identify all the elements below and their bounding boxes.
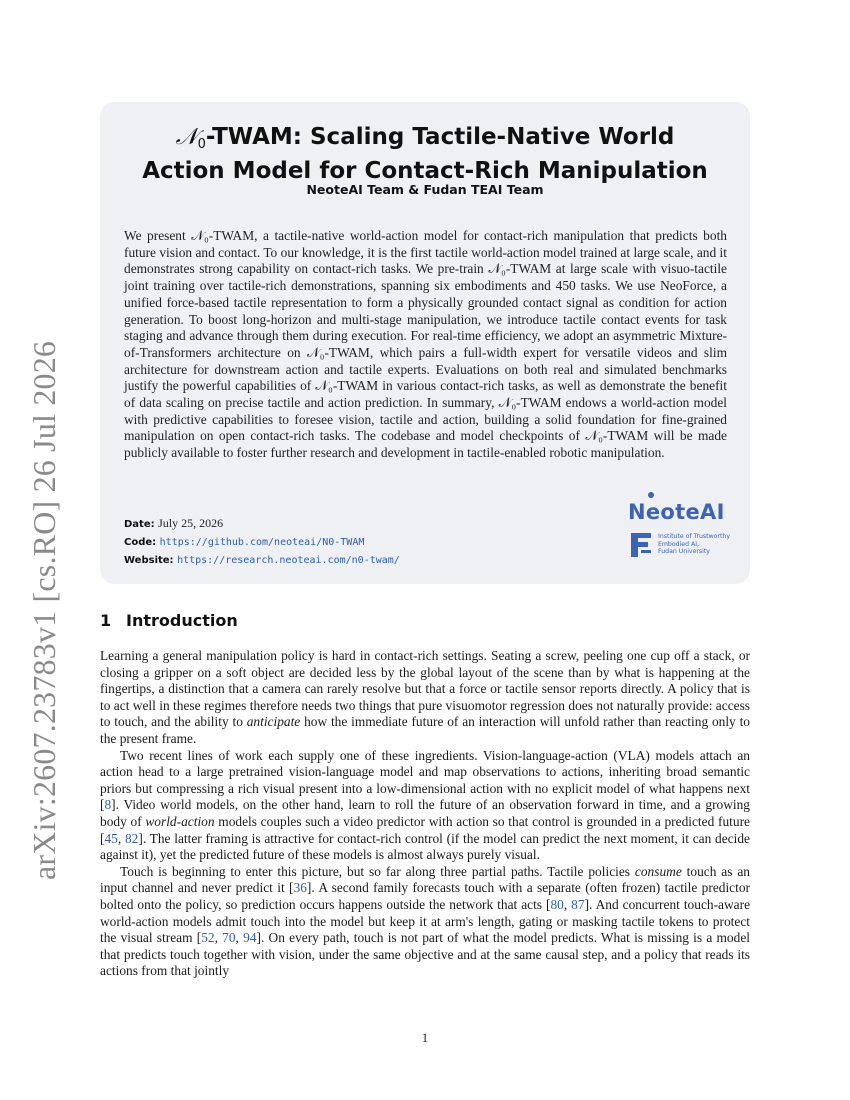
neoteai-logo: NeoteAI	[628, 500, 725, 524]
arxiv-identifier: arXiv:2607.23783v1 [cs.RO] 26 Jul 2026	[26, 340, 62, 880]
text-run: Touch is beginning to enter this picture, but so far along three partial paths. Tactile policies	[120, 863, 635, 879]
text-run: Two recent lines of work each supply one of these ingredients. Vision-language-action (VLA) models attach an action head to a large pretrained vision-language model and map observations to actions, inheriting broad semantic priors but compressing a rich visual present into a low-dimensional action with no explicit model of what happens next [	[100, 747, 750, 813]
citation-link[interactable]: 82	[124, 830, 139, 846]
fudan-institute-name: Institute of Trustworthy Embodied AI, Fudan University	[658, 533, 730, 556]
citation-link[interactable]: 8	[104, 797, 112, 813]
website-row	[124, 551, 400, 569]
paragraph: Touch is beginning to enter this picture, but so far along three partial paths. Tactile policies consume touch as an input channel and never predict it [36]. A second family forecasts touch with a separate (often frozen) tactile predictor bolted onto the policy, so prediction occurs happens outside the network that acts [80, 87]. And concurrent touch-aware world-action models admit touch into the model but keep it at arm's length, gating or masking tactile tokens to protect the visual stream [52, 70, 94]. On every path, touch is not part of what the model predicts. What is missing is a model that predicts touch together with vision, under the same objective and at the same causal step, and a policy that reads its actions from that jointly	[100, 863, 751, 979]
section-heading	[100, 611, 238, 630]
date-value: July 25, 2026	[158, 516, 224, 530]
text-run: touch as an input channel and never predict it [	[100, 863, 750, 896]
title-line-1-text: -TWAM: Scaling Tactile-Native World	[205, 124, 675, 150]
page-number: 1	[421, 1030, 429, 1045]
citation-link[interactable]: 80	[550, 896, 564, 912]
date-label: Date:	[124, 519, 155, 530]
title-line-1	[100, 124, 750, 158]
website-link[interactable]: https://research.neoteai.com/n0-twam/	[177, 555, 400, 566]
text-run: ]. On every path, touch is not part of what the model predicts. What is missing is a model that predicts touch together with vision, under the same objective and at the same causal step, and a policy that reads its actions from that jointly	[100, 930, 750, 979]
introduction-body	[100, 648, 750, 980]
paragraph: Two recent lines of work each supply one of these ingredients. Vision-language-action (VLA) models attach an action head to a large pretrained vision-language model and map observations to actions, inheriting broad semantic priors but compressing a rich visual present into a low-dimensional action with no explicit model of what happens next [8]. Video world models, on the other hand, learn to roll the future of an observation forward in time, and a growing body of world-action models couples such a video predictor with action so that control is grounded in a predicted future [45, 82]. The latter framing is attractive for contact-rich control (if the model can predict the next moment, it can decide against it), yet the predicted future of these models is almost always purely visual.	[100, 747, 750, 863]
citation-link[interactable]: 52	[201, 930, 215, 946]
citation-link[interactable]: 94	[243, 930, 257, 946]
paper-metadata	[124, 515, 400, 569]
citation-link[interactable]: 87	[571, 896, 585, 912]
citation-link[interactable]: 36	[293, 880, 307, 896]
text-run: how the immediate future of an interaction will unfold rather than reacting only to the present frame.	[100, 714, 750, 746]
section-title: Introduction	[126, 611, 238, 630]
emphasis: consume	[634, 863, 682, 879]
date-row	[124, 515, 400, 533]
emphasis: anticipate	[246, 714, 301, 730]
title-line-2: Action Model for Contact-Rich Manipulation	[142, 158, 708, 184]
text-run: models couples such a video predictor with action so that control is grounded in a predicted future [	[100, 813, 750, 846]
title-math-symbol: 𝒩	[175, 124, 198, 150]
affiliation-logos	[628, 498, 738, 568]
paper-title	[100, 124, 750, 185]
section-number: 1	[100, 611, 112, 630]
website-label: Website:	[124, 555, 174, 566]
title-abstract-panel	[100, 102, 750, 584]
citation-link[interactable]: 70	[222, 930, 236, 946]
text-run: ]. Video world models, on the other hand, learn to roll the future of an observation forward in time, and a growing body of	[100, 797, 750, 829]
code-row	[124, 533, 400, 551]
neoteai-logo-mark	[648, 492, 654, 498]
text-run: ]. And concurrent touch-aware world-action models admit touch into the model but keep it at arm's length, gating or masking tactile tokens to protect the visual stream [	[100, 896, 751, 946]
abstract-text: We present 𝒩₀-TWAM, a tactile-native world-action model for contact-rich manipulation that predicts both future vision and contact. To our knowledge, it is the first tactile world-action model trained at large scale, and it demonstrates strong capability on contact-rich tasks. We pre-train 𝒩₀-TWAM at large scale with visuo-tactile joint training over tactile-rich demonstrations, spanning six embodiments and 450 tasks. We use NeoForce, a unified force-based tactile representation to form a physically grounded contact signal as condition for action generation. To boost long-horizon and multi-stage manipulation, we introduce tactile contact events for task staging and advance through them during execution. For real-time efficiency, we adopt an asymmetric Mixture-of-Transformers architecture on 𝒩₀-TWAM, which pairs a full-width expert for versatile videos and slim architecture for downstream action and tactile experts. Evaluations on both real and simulated benchmarks justify the powerful capabilities of 𝒩₀-TWAM in various contact-rich tasks, as well as demonstrate the benefit of data scaling on precise tactile and action prediction. In summary, 𝒩₀-TWAM endows a world-action model with predictive capabilities to foresee vision, tactile and action, building a solid foundation for fine-grained manipulation on open contact-rich tasks. The codebase and model checkpoints of 𝒩₀-TWAM will be made publicly available to foster further research and development in tactile-enabled robotic manipulation.	[124, 228, 727, 461]
code-label: Code:	[124, 537, 157, 548]
author-line: NeoteAI Team & Fudan TEAI Team	[306, 182, 544, 197]
text-run: ]. A second family forecasts touch with a separate (often frozen) tactile predictor bolted onto the policy, so prediction occurs happens outside the network that acts [	[100, 880, 750, 912]
citation-link[interactable]: 45	[104, 830, 118, 846]
text-run: Learning a general manipulation policy is hard in contact-rich settings. Seating a screw, peeling one cup off a stack, or closing a gripper on a soft object are decided less by the global layout of the scene than by what is happening at the fingertips, a distinction that a camera can rarely resolve but that a force or tactile sensor reports directly. A policy that is to act well in these regimes therefore needs two things that pure visuomotor regression does not naturally provide: access to touch, and the ability to	[100, 648, 750, 730]
text-run: ]. The latter framing is attractive for contact-rich control (if the model can predict the next moment, it can decide against it), yet the predicted future of these models is almost always purely visual.	[100, 830, 750, 863]
title-math-subscript: 0	[197, 137, 206, 152]
fudan-logo-icon	[630, 532, 652, 558]
paragraph	[100, 648, 750, 748]
emphasis: world-action	[145, 813, 215, 829]
code-link[interactable]: https://github.com/neoteai/N0-TWAM	[159, 537, 365, 548]
